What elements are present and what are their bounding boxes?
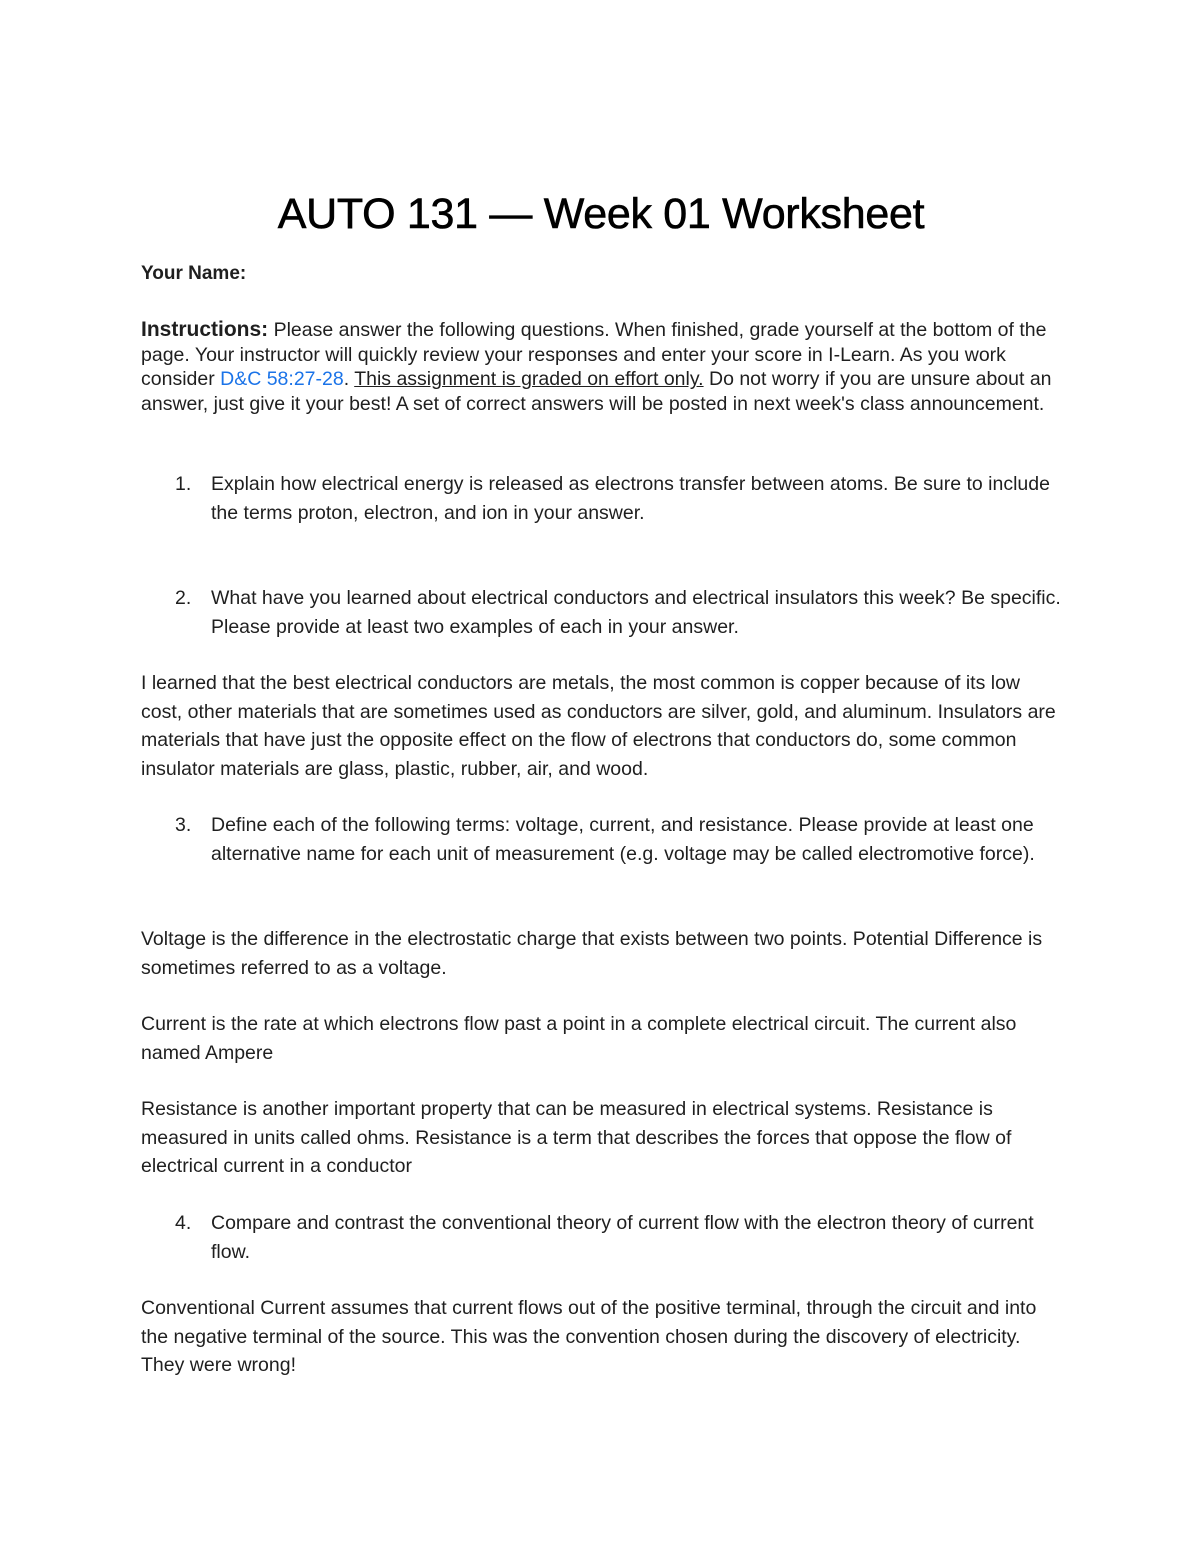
instructions-text-end: Do not worry if you are unsure about an answer, just give it your best! A set of correct answers will be posted in next week's class announcement. [141, 368, 1052, 416]
instructions-lead: Instructions: [141, 318, 269, 341]
question-4 [141, 1209, 1061, 1266]
question-number: 3. [175, 814, 192, 836]
answer-3-voltage: Voltage is the difference in the electrostatic charge that exists between two points. Potential Difference is sometimes referred to as a voltage. [141, 928, 1043, 979]
answer-2: I learned that the best electrical conductors are metals, the most common is copper because of its low cost, other materials that are sometimes used as conductors are silver, gold, and aluminum. Insulators are materials that have just the opposite effect on the flow of electrons that conductors do, some common insulator materials are glass, plastic, rubber, air, and wood. [141, 672, 1056, 780]
instructions-text: Please answer the following questions. When finished, grade yourself at the bottom of the page. Your instructor will quickly review your responses and enter your score in I-Learn. As you work consider [141, 319, 1047, 391]
question-2 [141, 584, 1061, 641]
question-number: 1. [175, 473, 192, 495]
instructions-text-after-link: . [343, 368, 355, 391]
question-number: 4. [175, 1212, 192, 1234]
question-text: Define each of the following terms: voltage, current, and resistance. Please provide at least one alternative name for each unit of measurement (e.g. voltage may be called electromotive force). [211, 814, 1035, 865]
answer-4: Conventional Current assumes that current flows out of the positive terminal, through the circuit and into the negative terminal of the source. This was the convention chosen during the discovery of electricity. They were wrong! [141, 1297, 1037, 1376]
name-label: Your Name: [141, 263, 247, 284]
question-number: 2. [175, 587, 192, 609]
question-3 [141, 811, 1061, 868]
answer-3-resistance: Resistance is another important property that can be measured in electrical systems. Resistance is measured in units called ohms. Resistance is a term that describes the forces that oppose the flow of electrical current in a conductor [141, 1098, 1012, 1177]
instructions-paragraph [141, 318, 1056, 417]
question-1 [141, 470, 1061, 527]
page-title: AUTO 131 — Week 01 Worksheet [277, 190, 925, 238]
question-text: What have you learned about electrical conductors and electrical insulators this week? Be specific. Please provide at least two examples of each in your answer. [211, 587, 1061, 638]
answer-3-current: Current is the rate at which electrons flow past a point in a complete electrical circuit. The current also named Ampere [141, 1013, 1017, 1064]
effort-note: This assignment is graded on effort only. [354, 368, 704, 391]
scripture-link[interactable]: D&C 58:27-28 [220, 368, 344, 391]
question-text: Explain how electrical energy is released as electrons transfer between atoms. Be sure to include the terms proton, electron, and ion in your answer. [211, 473, 1050, 524]
question-text: Compare and contrast the conventional theory of current flow with the electron theory of current flow. [211, 1212, 1034, 1263]
